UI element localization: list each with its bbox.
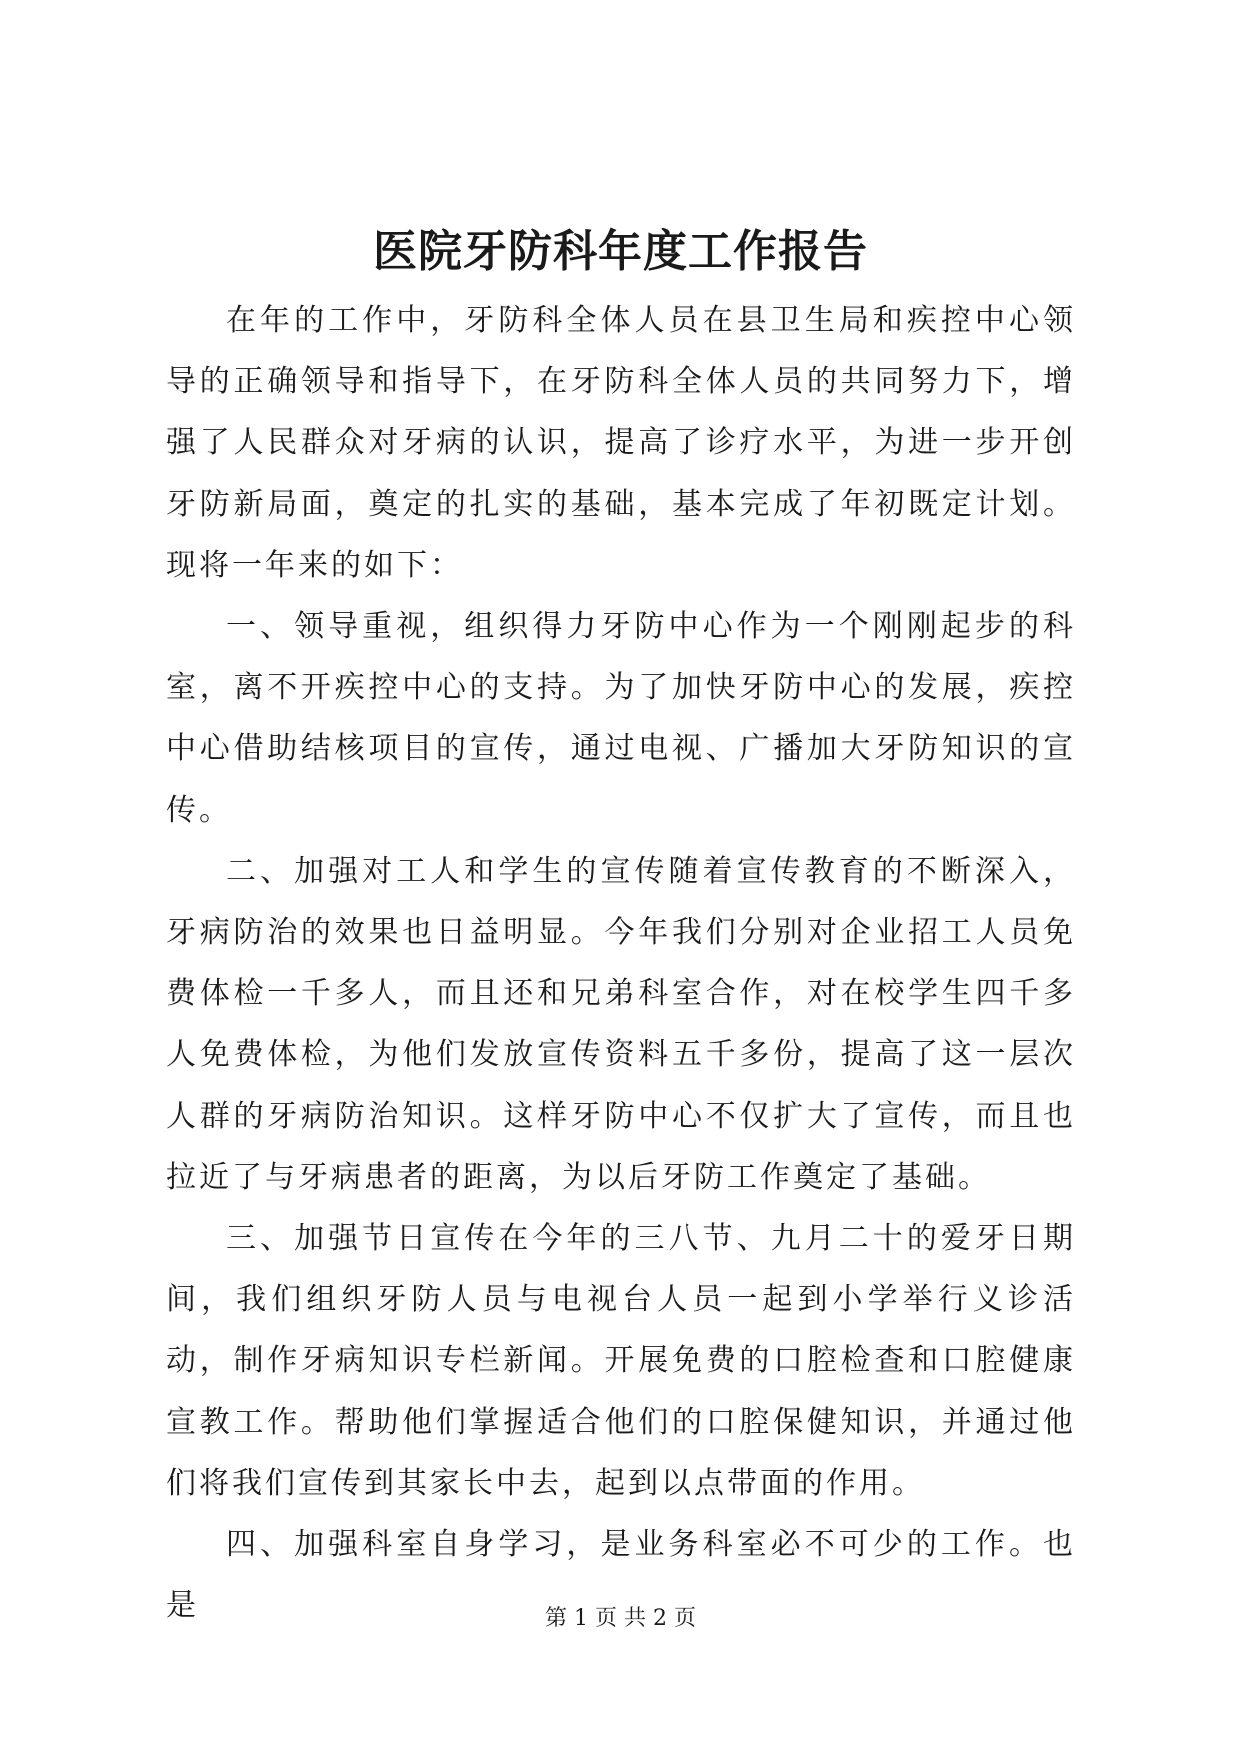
document-body [166, 290, 1076, 1636]
paragraph-section-3: 三、加强节日宣传在今年的三八节、九月二十的爱牙日期间，我们组织牙防人员与电视台人员一起到小学举行义诊活动，制作牙病知识专栏新闻。开展免费的口腔检查和口腔健康宣教工作。帮助他们掌握适合他们的口腔保健知识，并通过他们将我们宣传到其家长中去，起到以点带面的作用。 [166, 1221, 1076, 1501]
paragraph-section-1: 一、领导重视，组织得力牙防中心作为一个刚刚起步的科室，离不开疾控中心的支持。为了加快牙防中心的发展，疾控中心借助结核项目的宣传，通过电视、广播加大牙防知识的宣传。 [166, 609, 1076, 828]
page-footer [0, 1604, 1241, 1634]
paragraph-section-2: 二、加强对工人和学生的宣传随着宣传教育的不断深入，牙病防治的效果也日益明显。今年我们分别对企业招工人员免费体检一千多人，而且还和兄弟科室合作，对在校学生四千多人免费体检，为他们发放宣传资料五千多份，提高了这一层次人群的牙病防治知识。这样牙防中心不仅扩大了宣传，而且也拉近了与牙病患者的距离，为以后牙防工作奠定了基础。 [166, 853, 1076, 1195]
paragraph-section-4: 四、加强科室自身学习，是业务科室必不可少的工作。也是 [166, 1527, 1076, 1624]
page-number: 第 1 页 共 2 页 [545, 1606, 696, 1631]
document-title: 医院牙防科年度工作报告 [373, 226, 868, 277]
paragraph-intro: 在年的工作中，牙防科全体人员在县卫生局和疾控中心领导的正确领导和指导下，在牙防科全体人员的共同努力下，增强了人民群众对牙病的认识，提高了诊疗水平，为进一步开创牙防新局面，奠定的扎实的基础，基本完成了年初既定计划。现将一年来的如下： [166, 303, 1076, 583]
